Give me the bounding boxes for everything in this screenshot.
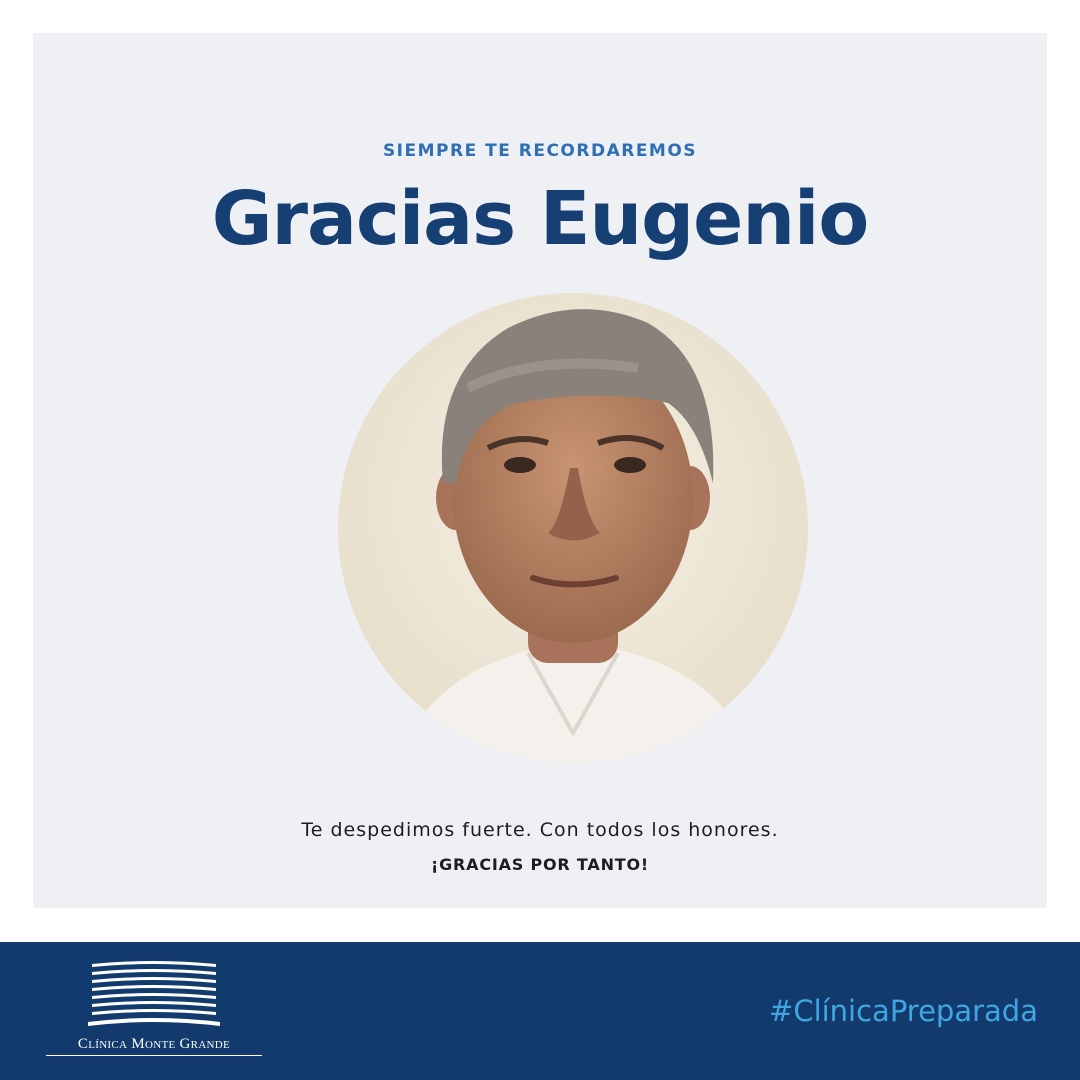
logo-text: Clínica Monte Grande <box>77 1036 231 1052</box>
kicker-text: SIEMPRE TE RECORDAREMOS <box>382 141 698 161</box>
portrait-photo <box>338 293 808 763</box>
farewell-message: Te despedimos fuerte. Con todos los honores. <box>301 819 779 841</box>
page-title: Gracias Eugenio <box>211 176 869 262</box>
portrait-illustration <box>338 293 808 763</box>
hashtag-link[interactable]: #ClínicaPreparada <box>769 994 1038 1028</box>
thanks-text: ¡GRACIAS POR TANTO! <box>431 855 649 874</box>
logo-divider <box>46 1055 262 1056</box>
clinic-logo <box>46 960 262 1060</box>
footer-bar <box>0 942 1080 1080</box>
building-arches-icon <box>88 960 220 1032</box>
memorial-card <box>33 33 1047 908</box>
